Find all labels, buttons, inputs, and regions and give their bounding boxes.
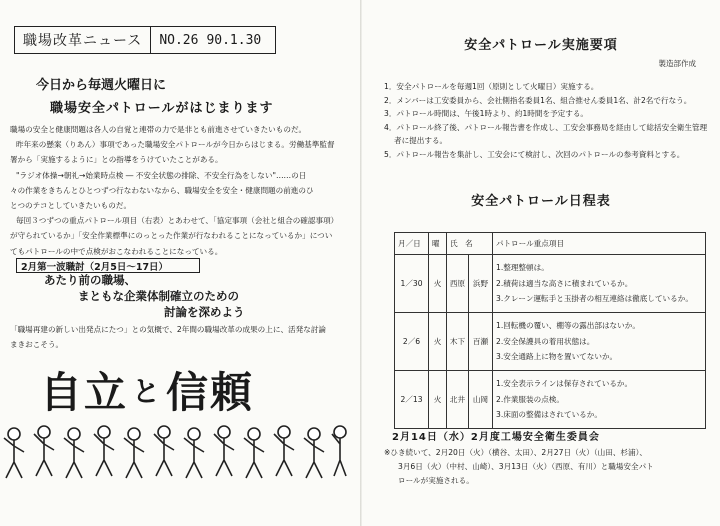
- followup-note: [384, 446, 714, 488]
- check-item: 3.クレーン運転手と玉掛者の相互連絡は徹底しているか。: [496, 294, 693, 304]
- closing-line-1: 「職場再建の新しい出発点にたつ」との気概で、2年間の職場改革の成果の上に、活発な討論: [10, 325, 327, 334]
- patrol-schedule-table: [394, 232, 706, 429]
- header-items: パトロール重点項目: [493, 233, 706, 255]
- slogan-word-2: 信頼: [166, 368, 255, 417]
- paragraph-cont: が守られているか」「安全作業標準にのっとった作業が行なわれることになっているか」につい: [10, 231, 333, 241]
- paragraph-cont: とつのテコとしていきたいものだ。: [10, 201, 132, 211]
- section-line-3: 討論を深めよう: [164, 305, 245, 319]
- marching-people-illustration: [0, 420, 350, 490]
- table-row: [395, 371, 706, 429]
- guideline-item: 5．パトロール報告を集計し、工安会にて検討し、次回のパトロールの参考資料とする。: [384, 149, 685, 159]
- person-figure: [332, 426, 346, 476]
- slogan-word-1: 自立: [40, 368, 129, 417]
- check-item: 3.床面の整備はされているか。: [496, 410, 602, 420]
- note-line-3: ロールが実施される。: [398, 476, 474, 485]
- paragraph-cont: 署から「実施するように」との指導をうけていたことがある。: [10, 155, 223, 165]
- check-item: 2.積荷は適当な高さに積まれているか。: [496, 278, 633, 288]
- headline-line-2: 職場安全パトロールがはじまります: [50, 101, 274, 116]
- paragraph-cont: てもパトロールの中で点検がおこなわれることになっている。: [10, 246, 223, 256]
- schedule-title: 安全パトロール日程表: [471, 194, 611, 209]
- cell-name-1: 木下: [447, 313, 469, 371]
- guidelines-list: [384, 80, 714, 162]
- person-figure: [64, 428, 84, 478]
- cell-name-1: 北井: [447, 371, 469, 429]
- person-figure: [34, 426, 54, 476]
- check-item: 1.回転機の覆い、棚等の露出部はないか。: [496, 321, 640, 331]
- paragraph: 昨年来の懸案（りあん）事項であった職場安全パトロールが今日からはじまる。労働基準監督: [16, 140, 335, 150]
- cell-name-1: 西原: [447, 255, 469, 313]
- check-item: 2.安全保護具の着用状態は。: [496, 336, 595, 346]
- closing-line-2: まきおこそう。: [10, 340, 64, 349]
- person-figure: [4, 428, 24, 478]
- table-header-row: [395, 233, 706, 255]
- cell-items: [493, 255, 706, 313]
- check-item: 1.安全表示ラインは保存されているか。: [496, 379, 633, 389]
- cell-date: 2／13: [395, 371, 429, 429]
- right-page: [362, 0, 720, 526]
- paragraph: 職場の安全と健康問題は各人の自覚と連帯の力で是非とも前進させていきたいものだ。: [10, 125, 307, 134]
- guideline-item: 2．メンバーは工安委員から、会社側指名委員1名、組合推せん委員1名、計2名で行なう。: [384, 95, 692, 105]
- person-figure: [214, 426, 234, 476]
- section-line-2: まともな企業体制確立のための: [78, 289, 239, 303]
- check-item: 2.作業服装の点検。: [496, 394, 564, 404]
- cell-name-2: 山岡: [469, 371, 493, 429]
- cell-items: [493, 313, 706, 371]
- person-figure: [124, 428, 144, 478]
- issue-date: 90.1.30: [206, 32, 262, 48]
- section-subheading: [30, 272, 350, 320]
- section-heading: 2月第一波職討（2月5日～17日）: [16, 258, 200, 273]
- headline-line-1: 今日から毎週火曜日に: [36, 78, 167, 93]
- check-item: 1.整理整頓は。: [496, 263, 549, 273]
- article-body: [10, 122, 358, 259]
- committee-meeting-notice: 2月14日（水）2月度工場安全衛生委員会: [392, 432, 600, 443]
- header-day: 曜: [429, 233, 447, 255]
- cell-date: 1／30: [395, 255, 429, 313]
- person-figure: [154, 426, 174, 476]
- guidelines-author: 製造部作成: [658, 59, 696, 68]
- note-line-1: ※ひき続いて、2月20日（火）（横谷、太田）、2月27日（火）（山田、杉浦）、: [384, 448, 647, 457]
- note-line-2: 3月6日（火）（中村、山崎）、3月13日（火）（西原、有川）と職場安全パト: [398, 462, 654, 471]
- cell-day: 火: [429, 255, 447, 313]
- masthead: [14, 26, 276, 54]
- check-item: 3.安全通路上に物を置いてないか。: [496, 352, 618, 362]
- guidelines-title: 安全パトロール実施要項: [464, 38, 618, 53]
- person-figure: [274, 426, 294, 476]
- table-row: [395, 313, 706, 371]
- guideline-item: 3．パトロール時間は、午後1時より、約1時間を予定する。: [384, 109, 589, 119]
- cell-day: 火: [429, 371, 447, 429]
- paragraph: "ラジオ体操→朝礼→始業時点検 ― 不安全状態の排除、不安全行為をしない"……の日: [16, 170, 307, 180]
- cell-name-2: 百瀬: [469, 313, 493, 371]
- paragraph: 毎回３つずつの重点パトロール項目（右表）とあわせて、「協定事項（会社と組合の確認事項）: [16, 216, 339, 226]
- paragraph-cont: 々の作業をきちんとひとつずつ行なわないなから、職場安全を安全・健康問題の前進のひ: [10, 185, 314, 195]
- header-names: 氏 名: [447, 233, 493, 255]
- slogan: [40, 360, 300, 420]
- newsletter-title: 職場改革ニュース: [15, 27, 151, 53]
- table-row: [395, 255, 706, 313]
- slogan-conjunction: と: [132, 375, 163, 408]
- person-figure: [94, 426, 114, 476]
- person-figure: [244, 428, 264, 478]
- closing-text: [10, 322, 358, 352]
- cell-day: 火: [429, 313, 447, 371]
- guideline-item: 1．安全パトロールを毎週1回（原則として火曜日）実施する。: [384, 82, 599, 91]
- cell-name-2: 浜野: [469, 255, 493, 313]
- issue-number: NO.26: [159, 32, 199, 48]
- section-line-1: あたり前の職場、: [44, 273, 136, 287]
- header-date: 月／日: [395, 233, 429, 255]
- cell-items: [493, 371, 706, 429]
- headline: [36, 74, 336, 116]
- person-figure: [184, 428, 204, 478]
- guideline-item: 4．パトロール終了後、パトロール報告書を作成し、工安会事務局を経由して総括安全衛生管理者に提出する。: [384, 122, 708, 146]
- cell-date: 2／6: [395, 313, 429, 371]
- person-figure: [304, 428, 324, 478]
